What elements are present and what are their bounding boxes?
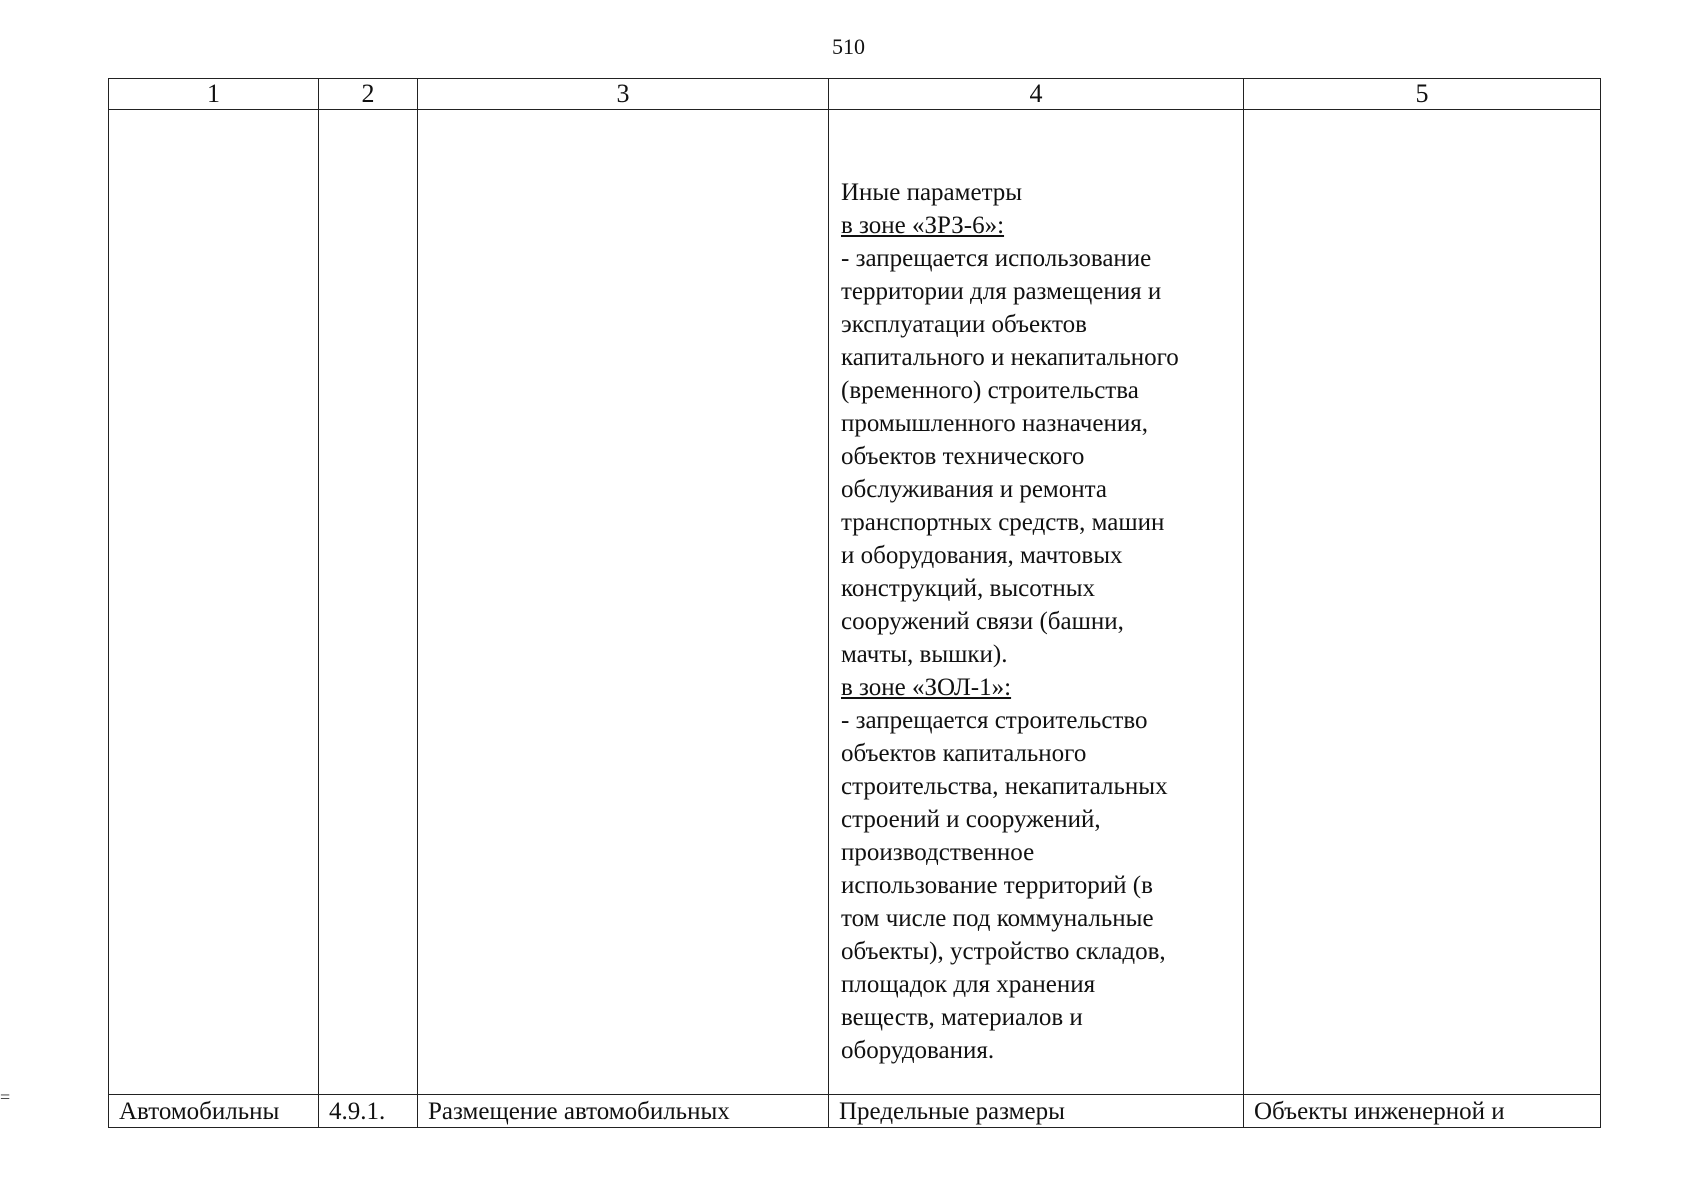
text-line: эксплуатации объектов — [841, 311, 1087, 338]
zone-heading: в зоне «ЗРЗ-6»: — [841, 212, 1005, 239]
text-line: производственное — [841, 839, 1035, 866]
text-line: строений и сооружений, — [841, 806, 1101, 833]
next-row-col2: 4.9.1. — [319, 1095, 418, 1128]
text-line: том числе под коммунальные — [841, 905, 1154, 932]
header-cell-1: 1 — [109, 79, 319, 110]
next-row-col4: Предельные размеры — [829, 1095, 1244, 1128]
text-line: промышленного назначения, — [841, 410, 1148, 437]
text-line: площадок для хранения — [841, 971, 1096, 998]
text-line: территории для размещения и — [841, 278, 1162, 305]
text-line: транспортных средств, машин — [841, 509, 1165, 536]
row-cell-col5 — [1244, 110, 1601, 1095]
text-line: сооружений связи (башни, — [841, 608, 1124, 635]
header-cell-4: 4 — [829, 79, 1244, 110]
page-number: 510 — [832, 34, 865, 59]
text-line: - запрещается использование — [841, 245, 1152, 272]
text-line: капитального и некапитального — [841, 344, 1179, 371]
header-cell-3: 3 — [418, 79, 829, 110]
text-line: веществ, материалов и — [841, 1004, 1083, 1031]
header-cell-5: 5 — [1244, 79, 1601, 110]
text-line: и оборудования, мачтовых — [841, 542, 1123, 569]
text-line: объекты), устройство складов, — [841, 938, 1166, 965]
text-line: объектов капитального — [841, 740, 1087, 767]
text-line: (временного) строительства — [841, 377, 1139, 404]
row-cell-col4-parameters — [829, 110, 1244, 1095]
next-row-col3: Размещение автомобильных — [418, 1095, 829, 1128]
next-row-col5: Объекты инженерной и — [1244, 1095, 1601, 1128]
text-line: - запрещается строительство — [841, 707, 1148, 734]
table-header-row — [109, 79, 1601, 110]
table-row — [109, 110, 1601, 1095]
next-row-col1: Автомобильны — [109, 1095, 319, 1128]
row-cell-col3 — [418, 110, 829, 1095]
text-line: Иные параметры — [841, 179, 1023, 206]
row-cell-col1 — [109, 110, 319, 1095]
parameters-text — [841, 176, 1233, 1067]
document-table — [108, 78, 1601, 1128]
header-cell-2: 2 — [319, 79, 418, 110]
text-line: обслуживания и ремонта — [841, 476, 1107, 503]
row-cell-col2 — [319, 110, 418, 1095]
text-line: использование территорий (в — [841, 872, 1153, 899]
edge-mark: = — [0, 1087, 11, 1107]
text-line: мачты, вышки). — [841, 641, 1008, 668]
text-line: строительства, некапитальных — [841, 773, 1168, 800]
text-line: объектов технического — [841, 443, 1085, 470]
text-line: конструкций, высотных — [841, 575, 1096, 602]
text-line: оборудования. — [841, 1037, 995, 1064]
zone-heading: в зоне «ЗОЛ-1»: — [841, 674, 1012, 701]
table-row — [109, 1095, 1601, 1128]
